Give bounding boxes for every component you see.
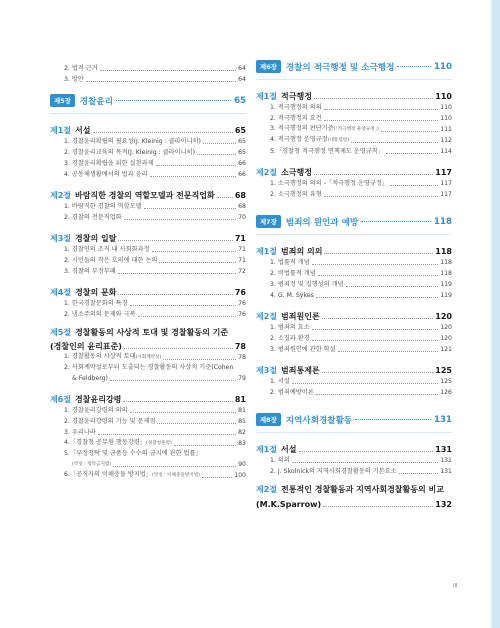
dot-leader [124,219,236,220]
toc-text: 4. 적극행정 운영규정 [270,136,328,143]
toc-text: 120 [440,324,452,331]
toc-text: 81 [238,407,246,414]
toc-text: 소극행정 [281,168,312,177]
toc-text: (대통령령) [327,138,349,143]
toc-text: 64 [238,65,246,72]
toc-text: 2. 소극행정의 유형 [270,191,322,198]
toc-entry[interactable] [64,168,246,179]
toc-text: (경찰청훈령) [145,441,172,446]
entry-title [50,191,215,200]
toc-entry[interactable] [270,278,452,289]
chapter-heading[interactable] [256,439,452,454]
dot-leader [323,506,433,507]
dot-leader [316,297,438,298]
dot-leader [110,380,236,381]
dot-leader [338,351,439,352]
toc-text: 79 [238,375,246,382]
toc-text: (사회계약설) [135,355,162,360]
toc-entry[interactable] [64,437,246,448]
dot-leader [292,383,438,384]
toc-text: 2. 범죄예방이론 [270,389,314,396]
toc-text: 131 [440,457,452,464]
dot-leader [130,305,236,306]
divider [50,113,246,114]
dot-leader [386,153,438,154]
entry-title [256,312,320,321]
toc-text: 70 [238,214,246,221]
toc-text: 1. 경찰윤리강령의 의의 [64,407,128,414]
toc-text: 66 [238,171,246,178]
toc-right-column [256,56,452,509]
toc-text: 132 [435,500,452,509]
toc-text: 제2절 [256,168,278,177]
toc-entry[interactable] [64,146,246,157]
chapter-heading[interactable] [256,306,452,321]
toc-text: 범죄통제론 [281,366,320,375]
dot-leader [93,132,233,133]
toc-text: (약칭 : 청탁금지법) [72,462,112,467]
toc-text: 범죄원인론 [281,312,320,321]
toc-entry[interactable] [270,256,452,267]
part-heading[interactable] [256,58,452,75]
toc-text: 범죄의 의의 [281,247,323,256]
toc-text: 81 [238,418,246,425]
toc-text: 118 [435,247,452,256]
toc-text: 바람직한 경찰의 역할모델과 전문직업화 [75,191,215,200]
toc-entry-cont [64,458,246,469]
toc-text: (M.K.Sparrow) [256,500,322,509]
toc-entry[interactable] [270,101,452,112]
dot-leader [316,394,438,395]
toc-text: 1. 바람직한 경찰의 역할모델 [64,203,142,210]
toc-text: 118 [440,270,452,277]
toc-text: 서설 [281,445,297,454]
toc-text: 117 [440,191,452,198]
dot-leader [197,154,236,155]
chapter-heading-cont [256,494,452,509]
toc-text: 78 [238,354,246,361]
toc-text: 72 [238,268,246,275]
toc-text: 110 [440,115,452,122]
toc-text: 76 [234,288,246,297]
entry-title [50,234,116,243]
toc-text: 131 [440,468,452,475]
dot-leader [159,262,236,263]
chapter-heading[interactable] [256,86,452,101]
dot-leader [118,240,232,241]
part-badge: 제8장 [256,413,281,426]
dot-leader [118,273,236,274]
toc-text: 제1절 [256,92,278,101]
toc-text: 65 [234,126,246,135]
dot-leader [86,81,236,82]
toc-entry[interactable] [270,112,452,123]
toc-text: (약칭 : 이해충돌방지법) [151,473,200,478]
toc-text: 2. 비법률적 개념 [270,270,316,277]
dot-leader [124,348,233,349]
toc-entry[interactable] [270,289,452,300]
toc-text: 제1절 [50,126,72,135]
toc-text: 64 [238,76,246,83]
toc-entry[interactable] [64,200,246,211]
toc-text: 83 [238,440,246,447]
toc-text: & Feldberg) [72,375,108,382]
dot-leader [322,318,434,319]
dot-leader [324,120,439,121]
toc-entry[interactable] [64,362,246,372]
toc-entry[interactable] [64,469,246,480]
toc-text: 1. 의의 [270,457,290,464]
toc-text: 제3절 [50,234,72,243]
chapter-heading-cont [50,337,246,351]
toc-text: 78 [234,342,246,351]
toc-text: 5.「경찰청 적극행정 면책제도 운영규칙」 [270,148,384,155]
dot-leader [318,275,438,276]
dot-leader [351,142,438,143]
toc-text: 2. 적극행정의 요건 [270,115,322,122]
toc-text: 제5절 [50,328,72,337]
toc-text: 3. 경찰의 부정부패 [64,268,116,275]
toc-text: 2. 냉소주의의 문제와 극복 [64,311,136,318]
toc-text: 3. 방안 [64,76,84,83]
part-badge: 제6장 [256,60,281,73]
toc-text: 전통적인 경찰활동과 지역사회경찰활동의 비교 [281,485,444,494]
toc-entry[interactable] [270,375,452,386]
toc-entry[interactable] [64,415,246,426]
dot-leader [299,451,434,452]
toc-text: 2. 시민들의 작은 호의에 대한 논의 [64,257,158,264]
toc-text: 4. 공동체생활에서의 법과 윤리 [64,171,148,178]
toc-text: 3. 범죄정 및 집행성의 개념 [270,281,344,288]
toc-text: (「적극행정 운영규정」) [333,127,379,132]
toc-text: 5.「부정청탁 및 금품등 수수의 금지에 관한 법률」 [64,450,202,457]
part-badge: 제5장 [50,94,75,107]
toc-text: 제2절 [50,191,72,200]
toc-text: 125 [435,366,452,375]
toc-text: 119 [440,281,452,288]
toc-text: 71 [234,234,246,243]
toc-text: 71 [238,257,246,264]
toc-text: 2. 법적 근거 [64,65,98,72]
toc-text: 110 [440,104,452,111]
dot-leader [150,176,237,177]
part-badge: 제7장 [256,215,281,228]
entry-title [256,168,312,177]
toc-text: 제1절 [256,247,278,256]
toc-text: 제4절 [50,288,72,297]
toc-text: 3. 적극행정의 판단기준 [270,125,334,132]
toc-text: 65 [238,149,246,156]
dot-leader [314,98,433,99]
dot-leader [100,70,236,71]
dot-leader [203,143,236,144]
chapter-heading[interactable] [50,325,246,337]
toc-text: 2. 경찰의 전문직업화 [64,214,122,221]
toc-text: 2. 경찰윤리교육의 목적(J. Kleinig : 클라이니히) [64,149,195,156]
toc-entry[interactable] [64,308,246,319]
part-title: 경찰윤리 [79,96,114,107]
chapter-heading[interactable] [50,120,246,135]
dot-leader [314,174,433,175]
toc-text: 131 [434,414,452,425]
toc-text: 112 [440,137,452,144]
divider [256,79,452,80]
entry-title [64,470,200,480]
toc-text: 1. 적극행정의 의의 [270,104,322,111]
toc-entry[interactable] [270,454,452,465]
toc-entry[interactable] [64,62,246,73]
chapter-heading[interactable] [50,185,246,200]
toc-entry[interactable] [270,321,452,332]
dot-leader [116,100,231,101]
toc-left-column [50,62,246,480]
dot-leader [390,185,438,186]
dot-leader [163,359,236,360]
entry-title [256,247,322,256]
toc-text: 110 [434,61,452,72]
toc-entry[interactable] [270,177,452,188]
part-heading[interactable] [50,92,246,109]
toc-entry[interactable] [64,243,246,254]
toc-text: 제2절 [256,485,278,494]
toc-text: 1. 법률적 개념 [270,259,310,266]
toc-entry[interactable] [64,265,246,276]
toc-text: 2. 경찰윤리강령의 기능 및 문제점 [64,418,156,425]
toc-text: 2. 사회계약설로부터 도출되는 경찰활동의 사상적 기준(Cohen [64,364,234,371]
dot-leader [123,401,232,402]
entry-title [64,352,161,362]
entry-title [256,445,297,454]
dot-leader [113,466,236,467]
entry-title [50,288,116,297]
entry-title [256,366,320,375]
toc-entry-cont [64,372,246,383]
dot-leader [156,165,237,166]
page-number: III [453,583,458,589]
chapter-heading[interactable] [256,162,452,177]
part-title: 지역사회경찰활동 [285,415,353,426]
entry-title [270,124,379,134]
toc-text: 131 [435,445,452,454]
toc-text: 126 [440,389,452,396]
dot-leader [346,286,439,287]
dot-leader [312,340,438,341]
toc-text: 100 [234,472,246,479]
toc-text: 111 [440,126,452,133]
toc-text: (경찰인의 윤리표준) [50,342,122,351]
toc-entry[interactable] [270,332,452,343]
toc-entry[interactable] [64,426,246,437]
toc-text: 66 [238,160,246,167]
toc-text: 1. 범죄의 요소 [270,324,310,331]
toc-text: 제1절 [256,445,278,454]
dot-leader [361,221,431,222]
toc-text: 110 [435,92,452,101]
dot-leader [322,372,434,373]
dot-leader [217,197,233,198]
dot-leader [355,419,431,420]
toc-text: 1. 서설 [270,378,290,385]
part-heading[interactable] [256,411,452,428]
toc-text: 적극행정 [281,92,312,101]
toc-entry[interactable] [64,157,246,168]
toc-text: 117 [435,168,452,177]
toc-text: 제3절 [256,366,278,375]
toc-text: 경찰활동의 사상적 토대 및 경찰활동의 기준 [75,328,229,337]
toc-entry[interactable] [270,267,452,278]
divider [256,234,452,235]
toc-text: 121 [440,346,452,353]
dot-leader [202,477,232,478]
toc-text: 경찰의 일탈 [75,234,117,243]
toc-entry[interactable] [270,123,452,134]
dot-leader [324,196,439,197]
dot-leader [157,423,236,424]
toc-text: 6.「공직자의 이해충돌 방지법」 [64,471,152,478]
dot-leader [138,316,237,317]
entry-title [256,485,444,494]
entry-title [50,395,121,404]
toc-text: 118 [434,216,452,227]
toc-text: 68 [234,191,246,200]
toc-text: 1. 경찰윤리확립의 필요성(J. Kleinig : 클라이니히) [64,138,201,145]
toc-text: 경찰윤리강령 [75,395,122,404]
toc-entry[interactable] [64,211,246,222]
chapter-heading[interactable] [50,282,246,297]
toc-text: 4.「경찰청 공무원 행동강령」 [64,439,146,446]
toc-text: 3. 범죄원인에 관한 학설 [270,346,336,353]
toc-text: 1. 경찰활동의 사상적 토대 [64,353,136,360]
toc-entry[interactable] [64,254,246,265]
toc-text: 120 [440,335,452,342]
entry-title [64,438,172,448]
toc-text: 68 [238,203,246,210]
part-title: 범죄의 원인과 예방 [285,217,359,228]
divider [256,432,452,433]
toc-text: 114 [440,148,452,155]
dot-leader [130,412,236,413]
toc-entry[interactable] [270,188,452,199]
dot-leader [381,131,438,132]
dot-leader [399,473,439,474]
toc-entry[interactable] [270,386,452,397]
dot-leader [312,329,438,330]
toc-text: 90 [238,461,246,468]
toc-entry[interactable] [64,297,246,308]
chapter-heading[interactable] [50,228,246,243]
toc-text: 제6절 [50,395,72,404]
toc-text: 3. 우리나라 [64,429,96,436]
toc-text: 76 [238,311,246,318]
chapter-heading[interactable] [256,482,452,494]
toc-text: 118 [440,259,452,266]
toc-entry[interactable] [64,351,246,362]
part-title: 경찰의 적극행정 및 소극행정 [285,62,395,73]
dot-leader [98,434,236,435]
toc-text: 82 [238,429,246,436]
toc-text: 76 [238,300,246,307]
dot-leader [118,294,232,295]
chapter-heading[interactable] [256,241,452,256]
dot-leader [174,445,236,446]
entry-title [50,126,91,135]
toc-text: 81 [234,395,246,404]
toc-text: 1. 소극행정의 의의 -「적극행정 운영규정」 [270,180,389,187]
toc-text: 65 [234,95,246,106]
entry-title [256,92,312,101]
chapter-heading[interactable] [50,389,246,404]
toc-entry[interactable] [270,145,452,156]
toc-entry[interactable] [64,135,246,146]
dot-leader [324,253,433,254]
toc-text: 서설 [75,126,91,135]
dot-leader [397,66,431,67]
toc-entry[interactable] [270,343,452,354]
page-edge-band [492,0,500,628]
toc-entry[interactable] [64,448,246,458]
toc-entry[interactable] [64,404,246,415]
toc-text: 119 [440,292,452,299]
toc-entry[interactable] [64,73,246,84]
toc-text: 120 [435,312,452,321]
entry-title [50,328,228,337]
dot-leader [144,208,237,209]
dot-leader [152,251,237,252]
toc-text: 1. 한국경찰문화의 특징 [64,300,128,307]
toc-text: 117 [440,180,452,187]
toc-text: 125 [440,378,452,385]
toc-entry[interactable] [270,134,452,145]
toc-text: 경찰의 문화 [75,288,117,297]
toc-text: 1. 경찰인의 조직 내 사회화과정 [64,246,150,253]
dot-leader [312,264,438,265]
toc-text: 65 [238,138,246,145]
toc-text: 2. 소질과 환경 [270,335,310,342]
chapter-heading[interactable] [256,360,452,375]
toc-entry[interactable] [270,465,452,476]
toc-text: 제2절 [256,312,278,321]
toc-text: 3. 경찰윤리확립을 위한 실천과제 [64,160,154,167]
part-heading[interactable] [256,213,452,230]
toc-text: 4. G. M. Sykes [270,292,314,299]
toc-text: 2. J. Skolnick의 지역사회경찰활동의 기본요소 [270,468,397,475]
dot-leader [292,462,438,463]
entry-title [270,135,349,145]
toc-text: 71 [238,246,246,253]
dot-leader [324,109,439,110]
